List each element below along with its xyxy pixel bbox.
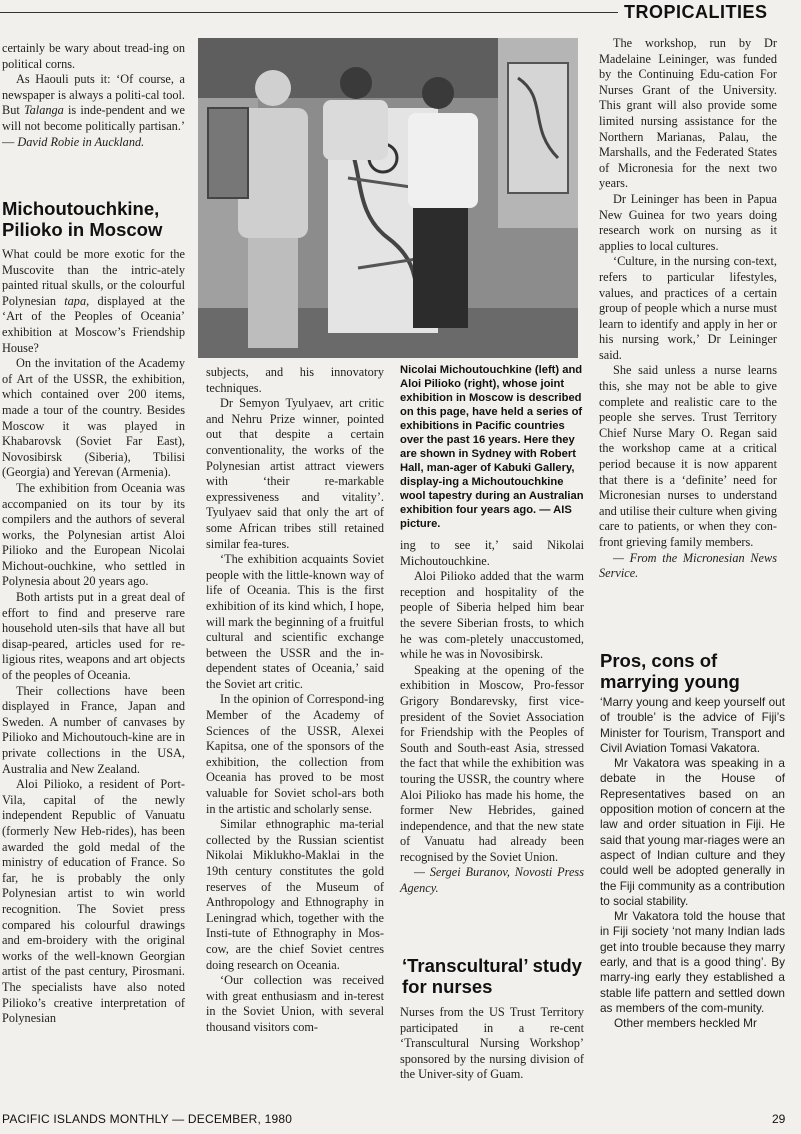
- paragraph: Aloi Pilioko added that the warm reception and hospitality of the people of Siberia helped him bear the severe Siberian frosts, to which he was com-pletely unaccustomed, while he was in Novosibirsk.: [400, 569, 584, 662]
- paragraph: subjects, and his innovatory techniques.: [206, 365, 384, 395]
- article-headline: Pros, cons of marrying young: [600, 650, 740, 692]
- column-4-pros: [600, 695, 785, 1032]
- paragraph: Aloi Pilioko, a resident of Port-Vila, capital of the newly independent Republic of Vanuatu (formerly New Heb-rides), has been awarded the gold medal of the ministry of education of France. So far, he is probably the only Polynesian artist to win world recognition. The Soviet press compared his colourful drawings and em-broidery with the original works of the well-known Georgian artist of the past century, Pirosmani. The specialists have also noted Pilioko’s creative interpretation of Polynesian: [2, 777, 185, 1026]
- paragraph: As Haouli puts it: ‘Of course, a newspaper is always a politi-cal tool. But Talanga is inde-pendent and we will not become politically partisan.’ — David Robie in Auckland.: [2, 72, 185, 149]
- article-photo: [198, 38, 578, 358]
- paragraph: Other members heckled Mr: [614, 1016, 757, 1031]
- column-1-top: [2, 41, 185, 150]
- paragraph: Mr Vakatora was speaking in a debate in the House of Representatives based on an opposition motion of concern at the law and order situation in Fiji. He said that young mar-riages were an aspect of Indian culture and they could well be adopted generally in the Fiji community as a contribution to social stability.: [600, 756, 785, 908]
- publication-footer: PACIFIC ISLANDS MONTHLY — DECEMBER, 1980: [2, 1112, 293, 1126]
- column-3: [400, 538, 584, 897]
- byline: — Sergei Buranov, Novosti Press Agency.: [400, 865, 584, 896]
- paragraph: Similar ethnographic ma-terial collected by the Russian scientist Nikolai Miklukho-Maklai in the 19th century constitutes the gold reserves of the Museum of Anthropology and Ethnography in Leningrad which, together with the Insti-tute of Ethnography in Mos-cow, are the chief Soviet centres doing research on Oceania.: [206, 817, 384, 972]
- paragraph: ‘Culture, in the nursing con-text, refers to particular lifestyles, values, and practices of a certain group of people which a nurse must learn to identify and apply in her or his nursing work,’ Dr Leininger said.: [599, 254, 777, 362]
- paragraph: Dr Semyon Tyulyaev, art critic and Nehru Prize winner, pointed out that despite a certain conventionality, the works of the Polynesian artist attract viewers with ‘their re-markable expressiveness and vitality’. Tyulyaev said that only the art of some African tribes still retained similar fea-tures.: [206, 396, 384, 551]
- paragraph: certainly be wary about tread-ing on political corns.: [2, 41, 185, 71]
- byline: — From the Micronesian News Service.: [599, 550, 777, 581]
- paragraph: She said unless a nurse learns this, she may not be able to give complete and realistic care to the people she serves. Trust Territory Chief Nurse Mary O. Regan said the workshop came at a critical period because it is now apparent that there is a ‘definite’ need for Micronesian nurses to understand and utilise their culture when giving care to patients, or when they con-front grieving family members.: [599, 363, 777, 549]
- paragraph: ‘Marry young and keep yourself out of trouble’ is the advice of Fiji’s Minister for Tourism, Transport and Civil Aviation Tomasi Vakatora.: [600, 695, 785, 755]
- header-rule: [0, 12, 618, 13]
- paragraph: In the opinion of Correspond-ing Member of the Academy of Sciences of the USSR, Alexei Kapitsa, one of the sponsors of the exhibition, the collection from Oceania has proved to be most valuable for Soviet schol-ars both in the artistic and scholarly sense.: [206, 692, 384, 816]
- paragraph: What could be more exotic for the Muscovite than the intric-ately painted ritual skulls, or the colourful Polynesian tapa, displayed at the ‘Art of the Peoples of Oceania’ exhibition at Moscow’s Friendship House?: [2, 247, 185, 355]
- paragraph: Both artists put in a great deal of effort to find and preserve rare household uten-sils that have all but disap-peared, articles used for re-ligious rites, weapons and art objects of the peoples of Oceania.: [2, 590, 185, 683]
- paragraph: Nurses from the US Trust Territory participated in a re-cent ‘Transcultural Nursing Workshop’ sponsored by the nursing division of the Univer-sity of Guam.: [400, 1005, 584, 1082]
- paragraph: The exhibition from Oceania was accompanied on its tour by its compilers and the authors of several works, the Polynesian artist Aloi Pilioko and the European Nicolai Michout-ouchkine, who settled in Polynesia about 20 years ago.: [2, 480, 185, 589]
- photo-caption: Nicolai Michoutouchkine (left) and Aloi Pilioko (right), whose joint exhibition in Moscow is described on this page, have held a series of exhibitions in Pacific countries over the past 16 years. Here they are shown in Sydney with Robert Hall, man-ager of Kabuki Gallery, display-ing a Michoutouchkine wool tapestry during an Australian exhibition four years ago. — AIS picture.: [400, 364, 584, 530]
- paragraph: Mr Vakatora told the house that in Fiji society ‘not many Indian lads get into trouble because they marry early, and that is a good thing’. By marry-ing early they established a stable life pattern and settled down as members of the com-munity.: [600, 909, 785, 1015]
- paragraph: Speaking at the opening of the exhibition in Moscow, Pro-fessor Grigory Bondarevsky, first vice-president of the Soviet Association for Friendship with the Peoples of South and South-east Asia, stressed the fact that while the exhibition was touring the USSR, the country where Aloi Pilioko has made his home, the former New Hebrides, gained independence, and that the new state of Vanuatu had already been recognised by the Soviet Union.: [400, 662, 584, 864]
- column-1-article: [2, 247, 185, 1027]
- paragraph: On the invitation of the Academy of Art of the USSR, the exhibition, which contained over 200 items, made a tour of the country. Besides Moscow it was played in Khabarovsk (Soviet Far East), Novosibirsk (Siberia), Tbilisi (Georgia) and Yerevan (Armenia).: [2, 356, 185, 480]
- paragraph: Their collections have been displayed in France, Japan and Sweden. A number of canvases by Pilioko and Michoutouch-kine are in private collections in the USA, Australia and New Zealand.: [2, 683, 185, 776]
- column-4: [599, 36, 777, 582]
- paragraph: ‘The exhibition acquaints Soviet people with the little-known way of life of Oceania. This is the first exhibition of its kind which, I hope, will mark the beginning of a fruitful cultural and scientific exchange between the USSR and the in-dependent states of Oceania,’ said the Soviet art critic.: [206, 552, 384, 691]
- article-headline: ‘Transcultural’ study for nurses: [402, 955, 582, 997]
- paragraph: ‘Our collection was received with great enthusiasm and in-terest in the Soviet Union, with several thousand visitors com-: [206, 973, 384, 1034]
- paragraph: Dr Leininger has been in Papua New Guinea for two years doing research work on nursing as it applies to local cultures.: [599, 191, 777, 253]
- article-headline: Michoutouchkine, Pilioko in Moscow: [2, 198, 163, 240]
- section-heading: TROPICALITIES: [624, 2, 768, 22]
- paragraph: ing to see it,’ said Nikolai Michoutouchkine.: [400, 538, 584, 568]
- paragraph: The workshop, run by Dr Madelaine Leininger, was funded by the Continuing Edu-cation For Nurses Grant of the University. This grant will also provide some limited nursing assistance for the Northern Marianas, Palau, the Marshalls, and the Federated States of Micronesia for the next two years.: [599, 36, 777, 191]
- page-number: 29: [772, 1112, 786, 1126]
- column-2: [206, 365, 384, 1036]
- byline: David Robie in Auckland.: [17, 134, 145, 149]
- column-3-transcultural: [400, 1005, 584, 1083]
